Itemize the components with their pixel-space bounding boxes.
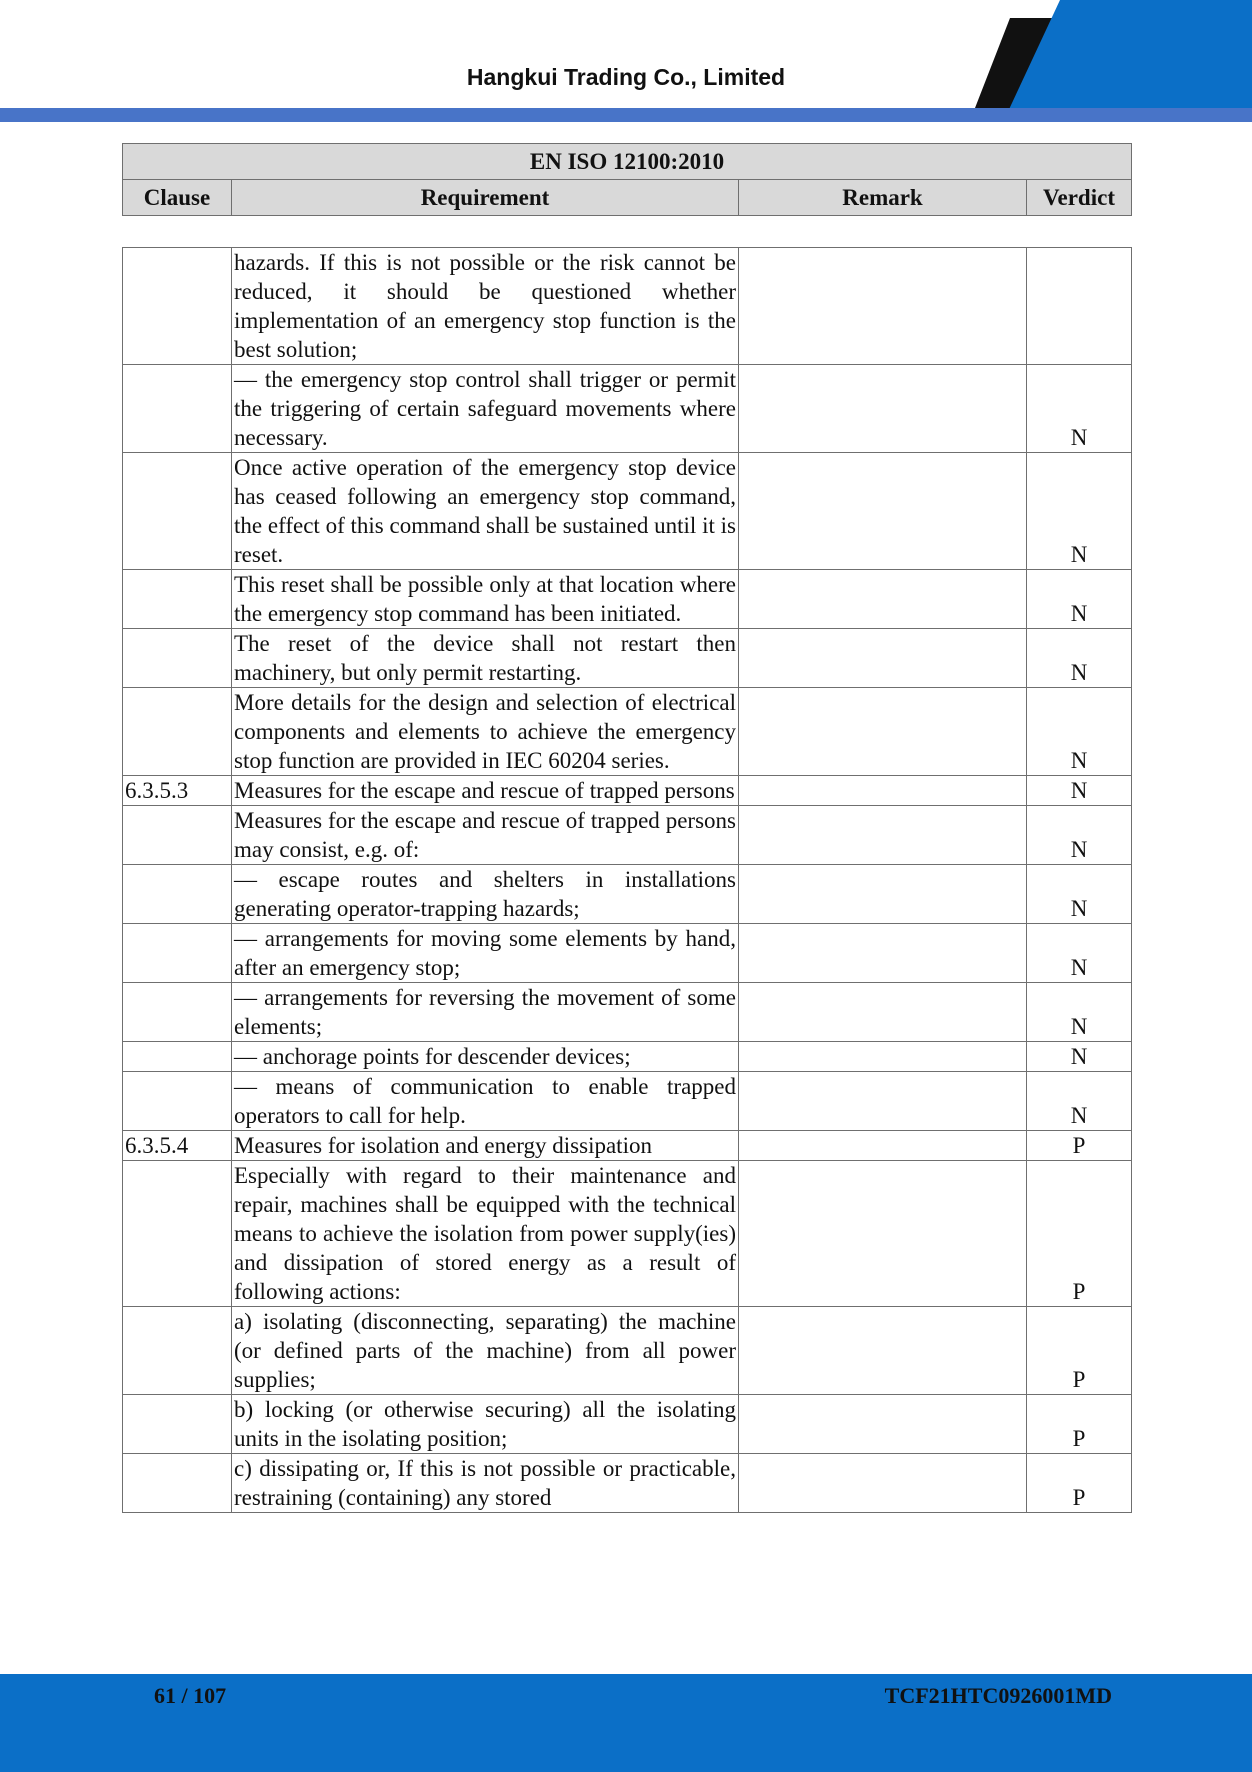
- clause-cell: [123, 1072, 232, 1131]
- requirement-cell: Measures for the escape and rescue of trapped persons: [232, 776, 739, 806]
- requirement-cell: Measures for isolation and energy dissipation: [232, 1131, 739, 1161]
- requirement-cell: hazards. If this is not possible or the risk cannot be reduced, it should be questioned whether implementation of an emergency stop function is the best solution;: [232, 248, 739, 365]
- requirement-cell: — means of communication to enable trapped operators to call for help.: [232, 1072, 739, 1131]
- table-row: [123, 1161, 1132, 1307]
- remark-cell: [739, 1042, 1027, 1072]
- table-row: [123, 806, 1132, 865]
- verdict-cell: P: [1027, 1395, 1132, 1454]
- verdict-cell: P: [1027, 1454, 1132, 1513]
- col-header-verdict: Verdict: [1027, 180, 1132, 216]
- table-row: [123, 1454, 1132, 1513]
- table-row: [123, 453, 1132, 570]
- clause-cell: [123, 688, 232, 776]
- table-row: [123, 983, 1132, 1042]
- requirement-cell: Measures for the escape and rescue of trapped persons may consist, e.g. of:: [232, 806, 739, 865]
- requirement-cell: — arrangements for moving some elements by hand, after an emergency stop;: [232, 924, 739, 983]
- col-header-remark: Remark: [739, 180, 1027, 216]
- clause-cell: [123, 365, 232, 453]
- verdict-cell: N: [1027, 865, 1132, 924]
- header-bar: [0, 108, 1252, 122]
- verdict-cell: N: [1027, 365, 1132, 453]
- verdict-cell: N: [1027, 806, 1132, 865]
- table-row: [123, 1131, 1132, 1161]
- corner-blue-block: [1005, 0, 1252, 118]
- requirement-cell: This reset shall be possible only at that location where the emergency stop command has been initiated.: [232, 570, 739, 629]
- requirement-cell: The reset of the device shall not restart then machinery, but only permit restarting.: [232, 629, 739, 688]
- verdict-cell: N: [1027, 453, 1132, 570]
- table-row: [123, 1072, 1132, 1131]
- remark-cell: [739, 1072, 1027, 1131]
- clause-cell: [123, 1454, 232, 1513]
- verdict-cell: N: [1027, 983, 1132, 1042]
- remark-cell: [739, 570, 1027, 629]
- requirement-cell: c) dissipating or, If this is not possible or practicable, restraining (containing) any stored: [232, 1454, 739, 1513]
- table-row: [123, 248, 1132, 365]
- clause-cell: [123, 983, 232, 1042]
- col-header-requirement: Requirement: [232, 180, 739, 216]
- requirement-cell: — the emergency stop control shall trigger or permit the triggering of certain safeguard movements where necessary.: [232, 365, 739, 453]
- requirement-cell: Once active operation of the emergency stop device has ceased following an emergency stop command, the effect of this command shall be sustained until it is reset.: [232, 453, 739, 570]
- col-header-clause: Clause: [123, 180, 232, 216]
- requirement-cell: More details for the design and selection of electrical components and elements to achieve the emergency stop function are provided in IEC 60204 series.: [232, 688, 739, 776]
- clause-cell: [123, 1042, 232, 1072]
- page-number: 61 / 107: [154, 1683, 227, 1708]
- remark-cell: [739, 865, 1027, 924]
- clause-cell: [123, 865, 232, 924]
- table-row: [123, 1042, 1132, 1072]
- verdict-cell: N: [1027, 688, 1132, 776]
- clause-cell: [123, 924, 232, 983]
- table-row: [123, 1307, 1132, 1395]
- table-row: [123, 570, 1132, 629]
- verdict-cell: N: [1027, 629, 1132, 688]
- remark-cell: [739, 365, 1027, 453]
- remark-cell: [739, 924, 1027, 983]
- requirement-cell: Especially with regard to their maintenance and repair, machines shall be equipped with the technical means to achieve the isolation from power supply(ies) and dissipation of stored energy as a result of following actions:: [232, 1161, 739, 1307]
- verdict-cell: N: [1027, 570, 1132, 629]
- clause-cell: [123, 570, 232, 629]
- requirement-cell: — anchorage points for descender devices;: [232, 1042, 739, 1072]
- company-name: Hangkui Trading Co., Limited: [466, 64, 786, 90]
- clause-cell: [123, 1307, 232, 1395]
- remark-cell: [739, 1454, 1027, 1513]
- verdict-cell: P: [1027, 1131, 1132, 1161]
- requirements-table: [122, 247, 1132, 1513]
- table-row: [123, 776, 1132, 806]
- remark-cell: [739, 983, 1027, 1042]
- requirement-cell: — escape routes and shelters in installations generating operator-trapping hazards;: [232, 865, 739, 924]
- standard-title: EN ISO 12100:2010: [123, 144, 1132, 180]
- remark-cell: [739, 453, 1027, 570]
- remark-cell: [739, 1307, 1027, 1395]
- table-header: [122, 143, 1132, 216]
- verdict-cell: N: [1027, 776, 1132, 806]
- table-row: [123, 865, 1132, 924]
- requirement-cell: a) isolating (disconnecting, separating) the machine (or defined parts of the machine) from all power supplies;: [232, 1307, 739, 1395]
- verdict-cell: P: [1027, 1307, 1132, 1395]
- clause-cell: 6.3.5.3: [123, 776, 232, 806]
- table-row: [123, 1395, 1132, 1454]
- table-row: [123, 629, 1132, 688]
- verdict-cell: N: [1027, 1042, 1132, 1072]
- verdict-cell: [1027, 248, 1132, 365]
- clause-cell: [123, 629, 232, 688]
- remark-cell: [739, 1161, 1027, 1307]
- clause-cell: [123, 1395, 232, 1454]
- clause-cell: [123, 1161, 232, 1307]
- clause-cell: [123, 806, 232, 865]
- verdict-cell: N: [1027, 924, 1132, 983]
- clause-cell: [123, 453, 232, 570]
- report-number: TCF21HTC0926001MD: [884, 1683, 1112, 1708]
- remark-cell: [739, 806, 1027, 865]
- verdict-cell: P: [1027, 1161, 1132, 1307]
- table-row: [123, 365, 1132, 453]
- remark-cell: [739, 629, 1027, 688]
- remark-cell: [739, 688, 1027, 776]
- requirement-cell: — arrangements for reversing the movement of some elements;: [232, 983, 739, 1042]
- remark-cell: [739, 1395, 1027, 1454]
- remark-cell: [739, 1131, 1027, 1161]
- remark-cell: [739, 248, 1027, 365]
- clause-cell: [123, 248, 232, 365]
- table-row: [123, 688, 1132, 776]
- clause-cell: 6.3.5.4: [123, 1131, 232, 1161]
- header-corner-decoration: [0, 0, 1252, 125]
- verdict-cell: N: [1027, 1072, 1132, 1131]
- requirement-cell: b) locking (or otherwise securing) all the isolating units in the isolating position;: [232, 1395, 739, 1454]
- remark-cell: [739, 776, 1027, 806]
- table-row: [123, 924, 1132, 983]
